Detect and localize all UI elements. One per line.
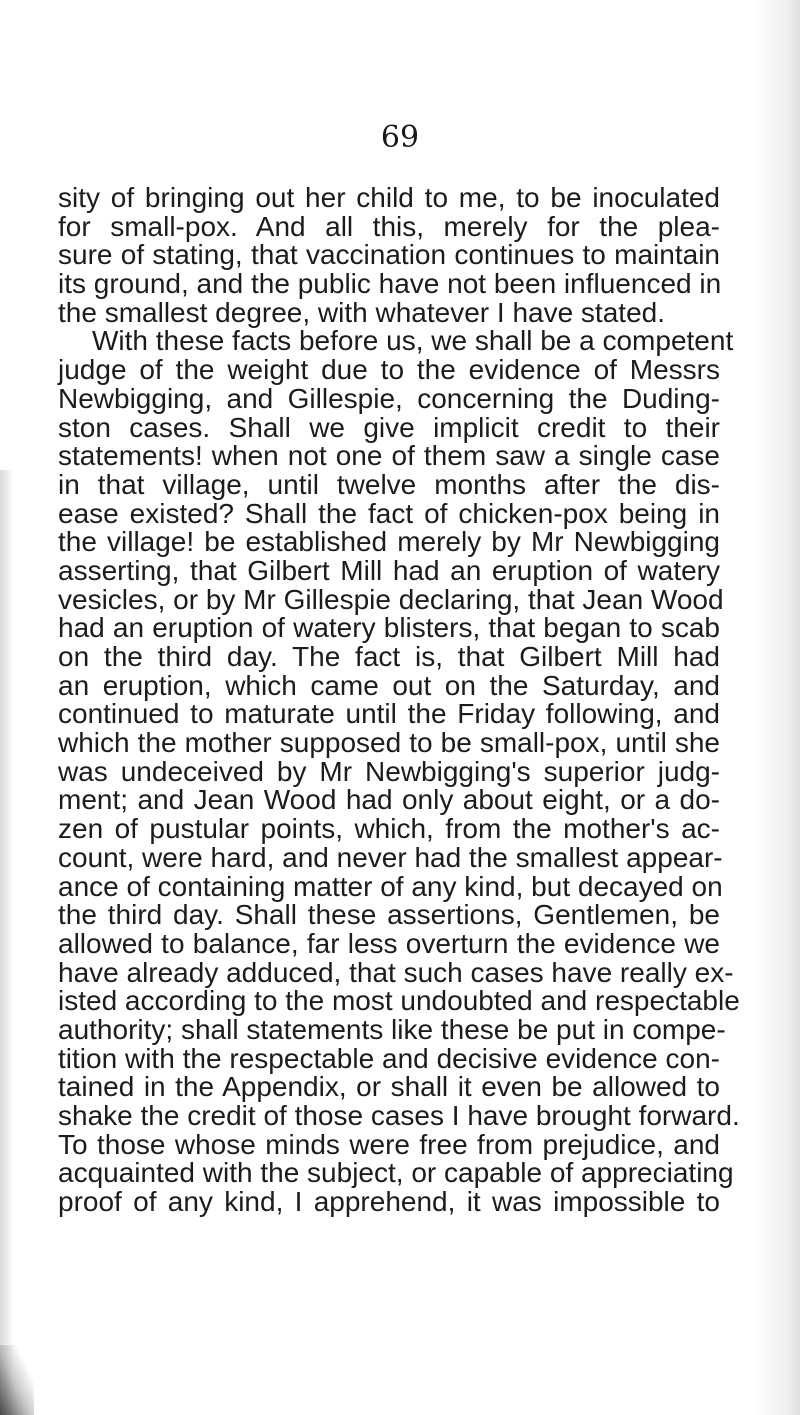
text-line: on the third day. The fact is, that Gilbert Mill had xyxy=(58,641,720,672)
text-line: have already adduced, that such cases have really ex- xyxy=(58,956,734,988)
text-line: asserting, that Gilbert Mill had an eruption of watery xyxy=(58,554,720,586)
text-line: the village! be established merely by Mr Newbigging xyxy=(58,526,720,558)
text-line: ance of containing matter of any kind, but decayed on xyxy=(58,870,723,902)
text-line: isted according to the most undoubted and respectable xyxy=(58,985,740,1017)
text-line: for small-pox. And all this, merely for the plea- xyxy=(58,210,720,242)
page-left-edge-shadow xyxy=(0,470,14,1415)
text-line: zen of pustular points, which, from the mother's ac- xyxy=(58,813,720,845)
text-line: allowed to balance, far less overturn the evidence we xyxy=(58,927,720,959)
text-line: authority; shall statements like these be put in compe- xyxy=(58,1013,726,1045)
text-line: Newbigging, and Gillespie, concerning the Duding- xyxy=(58,382,720,414)
text-line: shake the credit of those cases I have brought forward. xyxy=(58,1100,740,1131)
text-line: sure of stating, that vaccination continues to maintain xyxy=(58,239,720,271)
text-line: tained in the Appendix, or shall it even be allowed to xyxy=(58,1071,720,1103)
text-line: which the mother supposed to be small-pox, until she xyxy=(58,727,720,759)
text-line: ston cases. Shall we give implicit credit to their xyxy=(58,411,720,443)
text-line: proof of any kind, I apprehend, it was impossible to xyxy=(58,1186,720,1218)
text-line: continued to maturate until the Friday following, and xyxy=(58,698,720,730)
text-line: count, were hard, and never had the smallest appear- xyxy=(58,841,723,873)
text-line: had an eruption of watery blisters, that began to scab xyxy=(58,612,720,644)
text-line: tition with the respectable and decisive evidence con- xyxy=(58,1042,720,1074)
text-line: judge of the weight due to the evidence of Messrs xyxy=(58,354,720,386)
text-line: the smallest degree, with whatever I have stated. xyxy=(58,296,665,328)
text-line: acquainted with the subject, or capable of appreciating xyxy=(58,1157,734,1189)
text-line: the third day. Shall these assertions, Gentlemen, be xyxy=(58,899,720,931)
text-line: its ground, and the public have not been influenced in xyxy=(58,268,722,300)
page-corner-shadow xyxy=(0,1345,34,1415)
text-line: in that village, until twelve months after the dis- xyxy=(58,468,720,500)
text-line: With these facts before us, we shall be a competent xyxy=(92,325,734,357)
page-number: 69 xyxy=(380,120,420,155)
body-text xyxy=(58,182,740,1218)
text-line: ment; and Jean Wood had only about eight, or a do- xyxy=(58,784,720,816)
text-line: To those whose minds were free from prejudice, and xyxy=(58,1128,720,1160)
text-line: statements! when not one of them saw a single case xyxy=(58,440,720,472)
page-right-edge-shadow xyxy=(752,0,800,1415)
text-line: ease existed? Shall the fact of chicken-pox being in xyxy=(58,497,720,529)
text-line: vesicles, or by Mr Gillespie declaring, that Jean Wood xyxy=(58,583,724,615)
text-line: an eruption, which came out on the Saturday, and xyxy=(58,669,720,701)
text-line: sity of bringing out her child to me, to be inoculated xyxy=(58,182,720,213)
text-line: was undeceived by Mr Newbigging's superior judg- xyxy=(58,755,720,787)
